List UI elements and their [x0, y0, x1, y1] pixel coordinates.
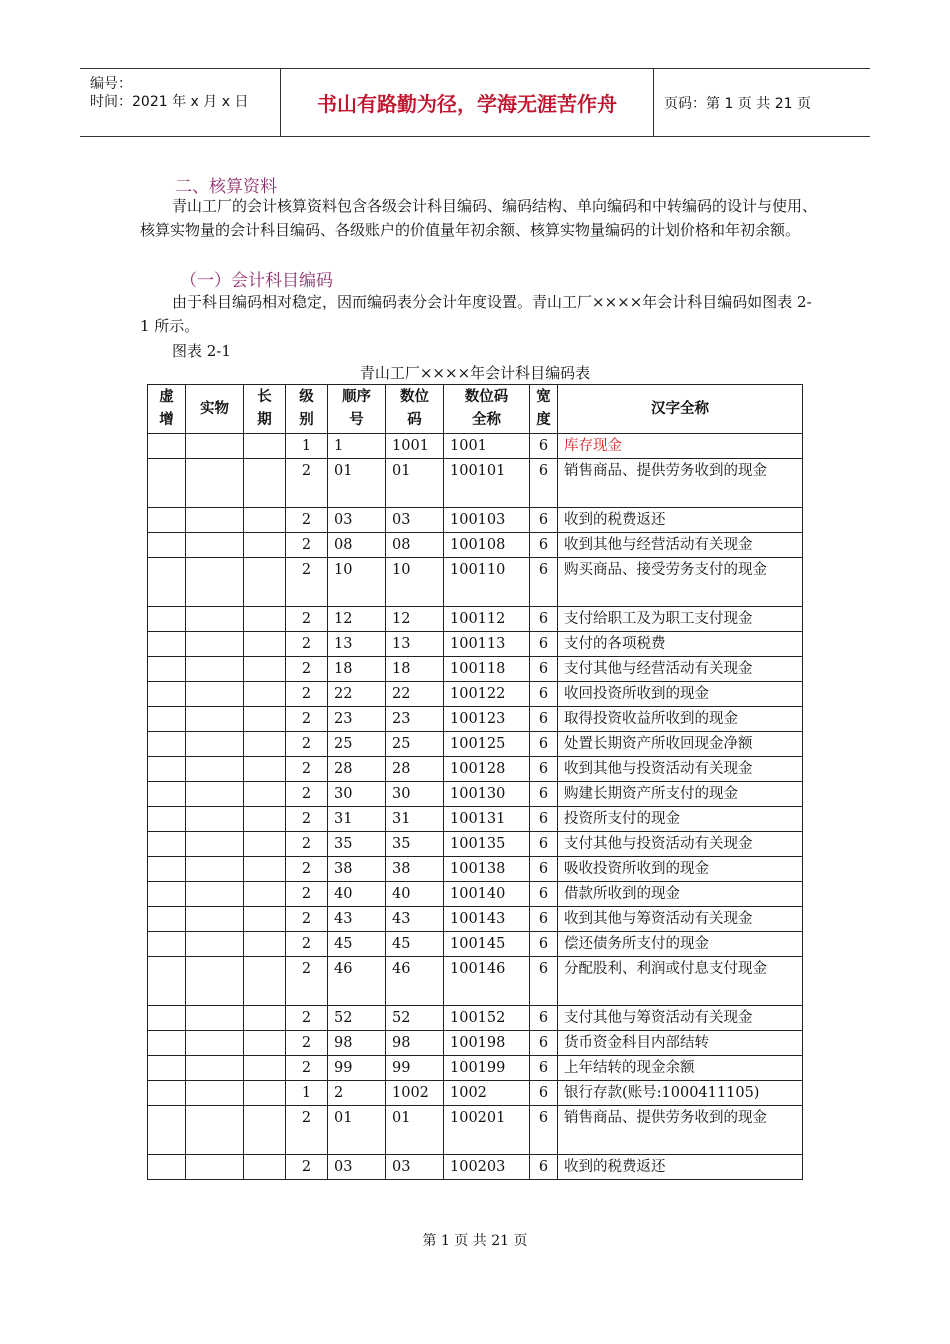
name-cell: 收到其他与筹资活动有关现金: [558, 907, 803, 932]
seq-cell: 25: [328, 732, 386, 757]
shiwu-cell: [186, 957, 244, 1006]
changqi-cell: [244, 807, 286, 832]
full-code-cell: 100152: [444, 1006, 530, 1031]
table-title: 青山工厂××××年会计科目编码表: [359, 364, 591, 382]
full-code-cell: 100201: [444, 1106, 530, 1155]
header-kuandu: 宽 度: [530, 385, 558, 434]
number-label: 编号：: [90, 76, 132, 92]
xuzeng-cell: [148, 932, 186, 957]
width-cell: 6: [530, 757, 558, 782]
xuzeng-cell: [148, 832, 186, 857]
level-cell: 2: [286, 1106, 328, 1155]
account-code-table: [147, 384, 803, 1180]
seq-cell: 52: [328, 1006, 386, 1031]
xuzeng-cell: [148, 434, 186, 459]
level-cell: 2: [286, 882, 328, 907]
xuzeng-cell: [148, 1155, 186, 1180]
shiwu-cell: [186, 907, 244, 932]
table-row: [148, 1006, 803, 1031]
changqi-cell: [244, 1106, 286, 1155]
code-cell: 40: [386, 882, 444, 907]
table-row: [148, 657, 803, 682]
seq-cell: 01: [328, 459, 386, 508]
width-cell: 6: [530, 957, 558, 1006]
xuzeng-cell: [148, 607, 186, 632]
code-cell: 31: [386, 807, 444, 832]
code-cell: 1001: [386, 434, 444, 459]
seq-cell: 30: [328, 782, 386, 807]
width-cell: 6: [530, 732, 558, 757]
table-row: [148, 832, 803, 857]
level-cell: 2: [286, 832, 328, 857]
name-cell: 支付的各项税费: [558, 632, 803, 657]
code-cell: 12: [386, 607, 444, 632]
changqi-cell: [244, 533, 286, 558]
full-code-cell: 100140: [444, 882, 530, 907]
xuzeng-cell: [148, 508, 186, 533]
changqi-cell: [244, 932, 286, 957]
intro-paragraph: 青山工厂的会计核算资料包含各级会计科目编码、编码结构、单向编码和中转编码的设计与使用、核算实物量的会计科目编码、各级账户的价值量年初余额、核算实物量编码的计划价格和年初余额。: [140, 197, 818, 239]
xuzeng-cell: [148, 1006, 186, 1031]
shiwu-cell: [186, 632, 244, 657]
table-row: [148, 957, 803, 1006]
shiwu-cell: [186, 782, 244, 807]
table-row: [148, 1031, 803, 1056]
name-cell: 库存现金: [558, 434, 803, 459]
width-cell: 6: [530, 434, 558, 459]
name-cell: 投资所支付的现金: [558, 807, 803, 832]
level-cell: 2: [286, 757, 328, 782]
width-cell: 6: [530, 932, 558, 957]
seq-cell: 2: [328, 1081, 386, 1106]
level-cell: 2: [286, 1155, 328, 1180]
header-page-number: 页码：第 1 页 共 21 页: [664, 95, 811, 112]
shiwu-cell: [186, 732, 244, 757]
code-cell: 18: [386, 657, 444, 682]
changqi-cell: [244, 707, 286, 732]
xuzeng-cell: [148, 657, 186, 682]
shiwu-cell: [186, 1006, 244, 1031]
xuzeng-cell: [148, 907, 186, 932]
changqi-cell: [244, 957, 286, 1006]
code-cell: 43: [386, 907, 444, 932]
level-cell: 2: [286, 1056, 328, 1081]
seq-cell: 12: [328, 607, 386, 632]
code-cell: 99: [386, 1056, 444, 1081]
changqi-cell: [244, 857, 286, 882]
width-cell: 6: [530, 907, 558, 932]
full-code-cell: 100138: [444, 857, 530, 882]
changqi-cell: [244, 657, 286, 682]
changqi-cell: [244, 558, 286, 607]
name-cell: 处置长期资产所收回现金净额: [558, 732, 803, 757]
code-cell: 13: [386, 632, 444, 657]
code-cell: 28: [386, 757, 444, 782]
changqi-cell: [244, 1031, 286, 1056]
width-cell: 6: [530, 1056, 558, 1081]
table-row: [148, 508, 803, 533]
xuzeng-cell: [148, 558, 186, 607]
code-cell: 52: [386, 1006, 444, 1031]
full-code-cell: 100130: [444, 782, 530, 807]
changqi-cell: [244, 607, 286, 632]
shiwu-cell: [186, 1056, 244, 1081]
table-row: [148, 857, 803, 882]
xuzeng-cell: [148, 707, 186, 732]
header-meta: [80, 69, 281, 136]
code-cell: 98: [386, 1031, 444, 1056]
full-code-cell: 100110: [444, 558, 530, 607]
table-row: [148, 682, 803, 707]
time-label: 时间：2021 年 x 月 x 日: [90, 94, 249, 110]
shiwu-cell: [186, 932, 244, 957]
shiwu-cell: [186, 508, 244, 533]
subsection-paragraph: 由于科目编码相对稳定，因而编码表分会计年度设置。青山工厂××××年会计科目编码如图表 2-1 所示。: [140, 293, 812, 335]
seq-cell: 01: [328, 1106, 386, 1155]
table-row: [148, 434, 803, 459]
shiwu-cell: [186, 1031, 244, 1056]
changqi-cell: [244, 434, 286, 459]
table-row: [148, 782, 803, 807]
full-code-cell: 100135: [444, 832, 530, 857]
changqi-cell: [244, 732, 286, 757]
table-row: [148, 1106, 803, 1155]
full-code-cell: 100145: [444, 932, 530, 957]
name-cell: 收到其他与经营活动有关现金: [558, 533, 803, 558]
xuzeng-cell: [148, 782, 186, 807]
changqi-cell: [244, 1081, 286, 1106]
seq-cell: 03: [328, 508, 386, 533]
seq-cell: 46: [328, 957, 386, 1006]
table-row: [148, 907, 803, 932]
width-cell: 6: [530, 1031, 558, 1056]
header-changqi: 长 期: [244, 385, 286, 434]
level-cell: 2: [286, 459, 328, 508]
width-cell: 6: [530, 657, 558, 682]
shiwu-cell: [186, 757, 244, 782]
shiwu-cell: [186, 857, 244, 882]
code-cell: 22: [386, 682, 444, 707]
shiwu-cell: [186, 558, 244, 607]
code-cell: 1002: [386, 1081, 444, 1106]
seq-cell: 43: [328, 907, 386, 932]
full-code-cell: 100198: [444, 1031, 530, 1056]
code-cell: 03: [386, 508, 444, 533]
name-cell: 吸收投资所收到的现金: [558, 857, 803, 882]
full-code-cell: 100122: [444, 682, 530, 707]
name-cell: 销售商品、提供劳务收到的现金: [558, 459, 803, 508]
seq-cell: 18: [328, 657, 386, 682]
level-cell: 2: [286, 707, 328, 732]
full-code-cell: 1002: [444, 1081, 530, 1106]
header-shuweima: 数位 码: [386, 385, 444, 434]
code-cell: 25: [386, 732, 444, 757]
code-cell: 38: [386, 857, 444, 882]
width-cell: 6: [530, 459, 558, 508]
seq-cell: 99: [328, 1056, 386, 1081]
subsection-title: （一）会计科目编码: [180, 271, 333, 291]
table-row: [148, 459, 803, 508]
header-shunxuhao: 顺序 号: [328, 385, 386, 434]
xuzeng-cell: [148, 757, 186, 782]
table-row: [148, 558, 803, 607]
page-footer: 第 1 页 共 21 页: [422, 1233, 528, 1249]
level-cell: 2: [286, 907, 328, 932]
code-cell: 23: [386, 707, 444, 732]
shiwu-cell: [186, 1155, 244, 1180]
name-cell: 偿还债务所支付的现金: [558, 932, 803, 957]
level-cell: 1: [286, 434, 328, 459]
seq-cell: 03: [328, 1155, 386, 1180]
seq-cell: 98: [328, 1031, 386, 1056]
name-cell: 支付其他与投资活动有关现金: [558, 832, 803, 857]
level-cell: 2: [286, 782, 328, 807]
name-cell: 收回投资所收到的现金: [558, 682, 803, 707]
level-cell: 2: [286, 533, 328, 558]
level-cell: 2: [286, 558, 328, 607]
page-header: [80, 68, 870, 137]
xuzeng-cell: [148, 807, 186, 832]
code-cell: 03: [386, 1155, 444, 1180]
full-code-cell: 100199: [444, 1056, 530, 1081]
name-cell: 支付给职工及为职工支付现金: [558, 607, 803, 632]
xuzeng-cell: [148, 882, 186, 907]
table-row: [148, 533, 803, 558]
width-cell: 6: [530, 632, 558, 657]
shiwu-cell: [186, 682, 244, 707]
code-cell: 45: [386, 932, 444, 957]
table-row: [148, 807, 803, 832]
shiwu-cell: [186, 832, 244, 857]
name-cell: 取得投资收益所收到的现金: [558, 707, 803, 732]
name-cell: 收到的税费返还: [558, 1155, 803, 1180]
shiwu-cell: [186, 1106, 244, 1155]
header-jibie: 级 别: [286, 385, 328, 434]
full-code-cell: 100143: [444, 907, 530, 932]
changqi-cell: [244, 1056, 286, 1081]
width-cell: 6: [530, 782, 558, 807]
table-row: [148, 732, 803, 757]
xuzeng-cell: [148, 682, 186, 707]
changqi-cell: [244, 459, 286, 508]
level-cell: 2: [286, 682, 328, 707]
changqi-cell: [244, 907, 286, 932]
shiwu-cell: [186, 607, 244, 632]
section-title: 二、核算资料: [175, 177, 277, 197]
seq-cell: 35: [328, 832, 386, 857]
name-cell: 货币资金科目内部结转: [558, 1031, 803, 1056]
seq-cell: 28: [328, 757, 386, 782]
xuzeng-cell: [148, 533, 186, 558]
full-code-cell: 100112: [444, 607, 530, 632]
name-cell: 购买商品、接受劳务支付的现金: [558, 558, 803, 607]
table-row: [148, 607, 803, 632]
name-cell: 上年结转的现金余额: [558, 1056, 803, 1081]
changqi-cell: [244, 632, 286, 657]
changqi-cell: [244, 782, 286, 807]
header-motto: 书山有路勤为径，学海无涯苦作舟: [281, 69, 654, 136]
level-cell: 2: [286, 607, 328, 632]
width-cell: 6: [530, 558, 558, 607]
xuzeng-cell: [148, 632, 186, 657]
code-cell: 10: [386, 558, 444, 607]
changqi-cell: [244, 832, 286, 857]
seq-cell: 22: [328, 682, 386, 707]
width-cell: 6: [530, 1081, 558, 1106]
full-code-cell: 100203: [444, 1155, 530, 1180]
full-code-cell: 100146: [444, 957, 530, 1006]
xuzeng-cell: [148, 459, 186, 508]
full-code-cell: 100103: [444, 508, 530, 533]
level-cell: 2: [286, 957, 328, 1006]
shiwu-cell: [186, 533, 244, 558]
seq-cell: 10: [328, 558, 386, 607]
width-cell: 6: [530, 807, 558, 832]
changqi-cell: [244, 757, 286, 782]
changqi-cell: [244, 508, 286, 533]
header-shuweima-quancheng: 数位码 全称: [444, 385, 530, 434]
full-code-cell: 100108: [444, 533, 530, 558]
shiwu-cell: [186, 882, 244, 907]
table-row: [148, 932, 803, 957]
name-cell: 支付其他与筹资活动有关现金: [558, 1006, 803, 1031]
level-cell: 1: [286, 1081, 328, 1106]
level-cell: 2: [286, 932, 328, 957]
width-cell: 6: [530, 1006, 558, 1031]
seq-cell: 08: [328, 533, 386, 558]
header-shiwu: 实物: [186, 385, 244, 434]
shiwu-cell: [186, 1081, 244, 1106]
name-cell: 购建长期资产所支付的现金: [558, 782, 803, 807]
table-row: [148, 1056, 803, 1081]
seq-cell: 40: [328, 882, 386, 907]
changqi-cell: [244, 1006, 286, 1031]
changqi-cell: [244, 1155, 286, 1180]
xuzeng-cell: [148, 732, 186, 757]
shiwu-cell: [186, 459, 244, 508]
seq-cell: 1: [328, 434, 386, 459]
width-cell: 6: [530, 1155, 558, 1180]
full-code-cell: 100101: [444, 459, 530, 508]
level-cell: 2: [286, 1031, 328, 1056]
seq-cell: 23: [328, 707, 386, 732]
width-cell: 6: [530, 857, 558, 882]
name-cell: 销售商品、提供劳务收到的现金: [558, 1106, 803, 1155]
width-cell: 6: [530, 533, 558, 558]
table-row: [148, 1155, 803, 1180]
figure-label: 图表 2-1: [172, 342, 231, 360]
xuzeng-cell: [148, 857, 186, 882]
table-row: [148, 882, 803, 907]
table-row: [148, 1081, 803, 1106]
code-cell: 01: [386, 459, 444, 508]
full-code-cell: 100128: [444, 757, 530, 782]
level-cell: 2: [286, 732, 328, 757]
table-row: [148, 707, 803, 732]
full-code-cell: 100125: [444, 732, 530, 757]
full-code-cell: 100113: [444, 632, 530, 657]
width-cell: 6: [530, 682, 558, 707]
name-cell: 借款所收到的现金: [558, 882, 803, 907]
xuzeng-cell: [148, 1081, 186, 1106]
header-xuzeng: 虚 增: [148, 385, 186, 434]
code-cell: 46: [386, 957, 444, 1006]
level-cell: 2: [286, 1006, 328, 1031]
name-cell: 支付其他与经营活动有关现金: [558, 657, 803, 682]
code-cell: 30: [386, 782, 444, 807]
full-code-cell: 100123: [444, 707, 530, 732]
code-cell: 35: [386, 832, 444, 857]
full-code-cell: 1001: [444, 434, 530, 459]
name-cell: 收到的税费返还: [558, 508, 803, 533]
xuzeng-cell: [148, 1106, 186, 1155]
xuzeng-cell: [148, 957, 186, 1006]
shiwu-cell: [186, 807, 244, 832]
width-cell: 6: [530, 1106, 558, 1155]
width-cell: 6: [530, 882, 558, 907]
seq-cell: 45: [328, 932, 386, 957]
full-code-cell: 100131: [444, 807, 530, 832]
level-cell: 2: [286, 807, 328, 832]
table-header-row: [148, 385, 803, 434]
level-cell: 2: [286, 857, 328, 882]
changqi-cell: [244, 682, 286, 707]
seq-cell: 31: [328, 807, 386, 832]
level-cell: 2: [286, 657, 328, 682]
shiwu-cell: [186, 657, 244, 682]
name-cell: 分配股利、利润或付息支付现金: [558, 957, 803, 1006]
xuzeng-cell: [148, 1056, 186, 1081]
width-cell: 6: [530, 832, 558, 857]
header-hanzi-quancheng: 汉字全称: [558, 385, 803, 434]
level-cell: 2: [286, 632, 328, 657]
code-cell: 08: [386, 533, 444, 558]
xuzeng-cell: [148, 1031, 186, 1056]
full-code-cell: 100118: [444, 657, 530, 682]
width-cell: 6: [530, 508, 558, 533]
seq-cell: 38: [328, 857, 386, 882]
changqi-cell: [244, 882, 286, 907]
shiwu-cell: [186, 434, 244, 459]
level-cell: 2: [286, 508, 328, 533]
shiwu-cell: [186, 707, 244, 732]
width-cell: 6: [530, 707, 558, 732]
table-row: [148, 632, 803, 657]
table-row: [148, 757, 803, 782]
width-cell: 6: [530, 607, 558, 632]
seq-cell: 13: [328, 632, 386, 657]
name-cell: 银行存款(账号:1000411105): [558, 1081, 803, 1106]
name-cell: 收到其他与投资活动有关现金: [558, 757, 803, 782]
code-cell: 01: [386, 1106, 444, 1155]
